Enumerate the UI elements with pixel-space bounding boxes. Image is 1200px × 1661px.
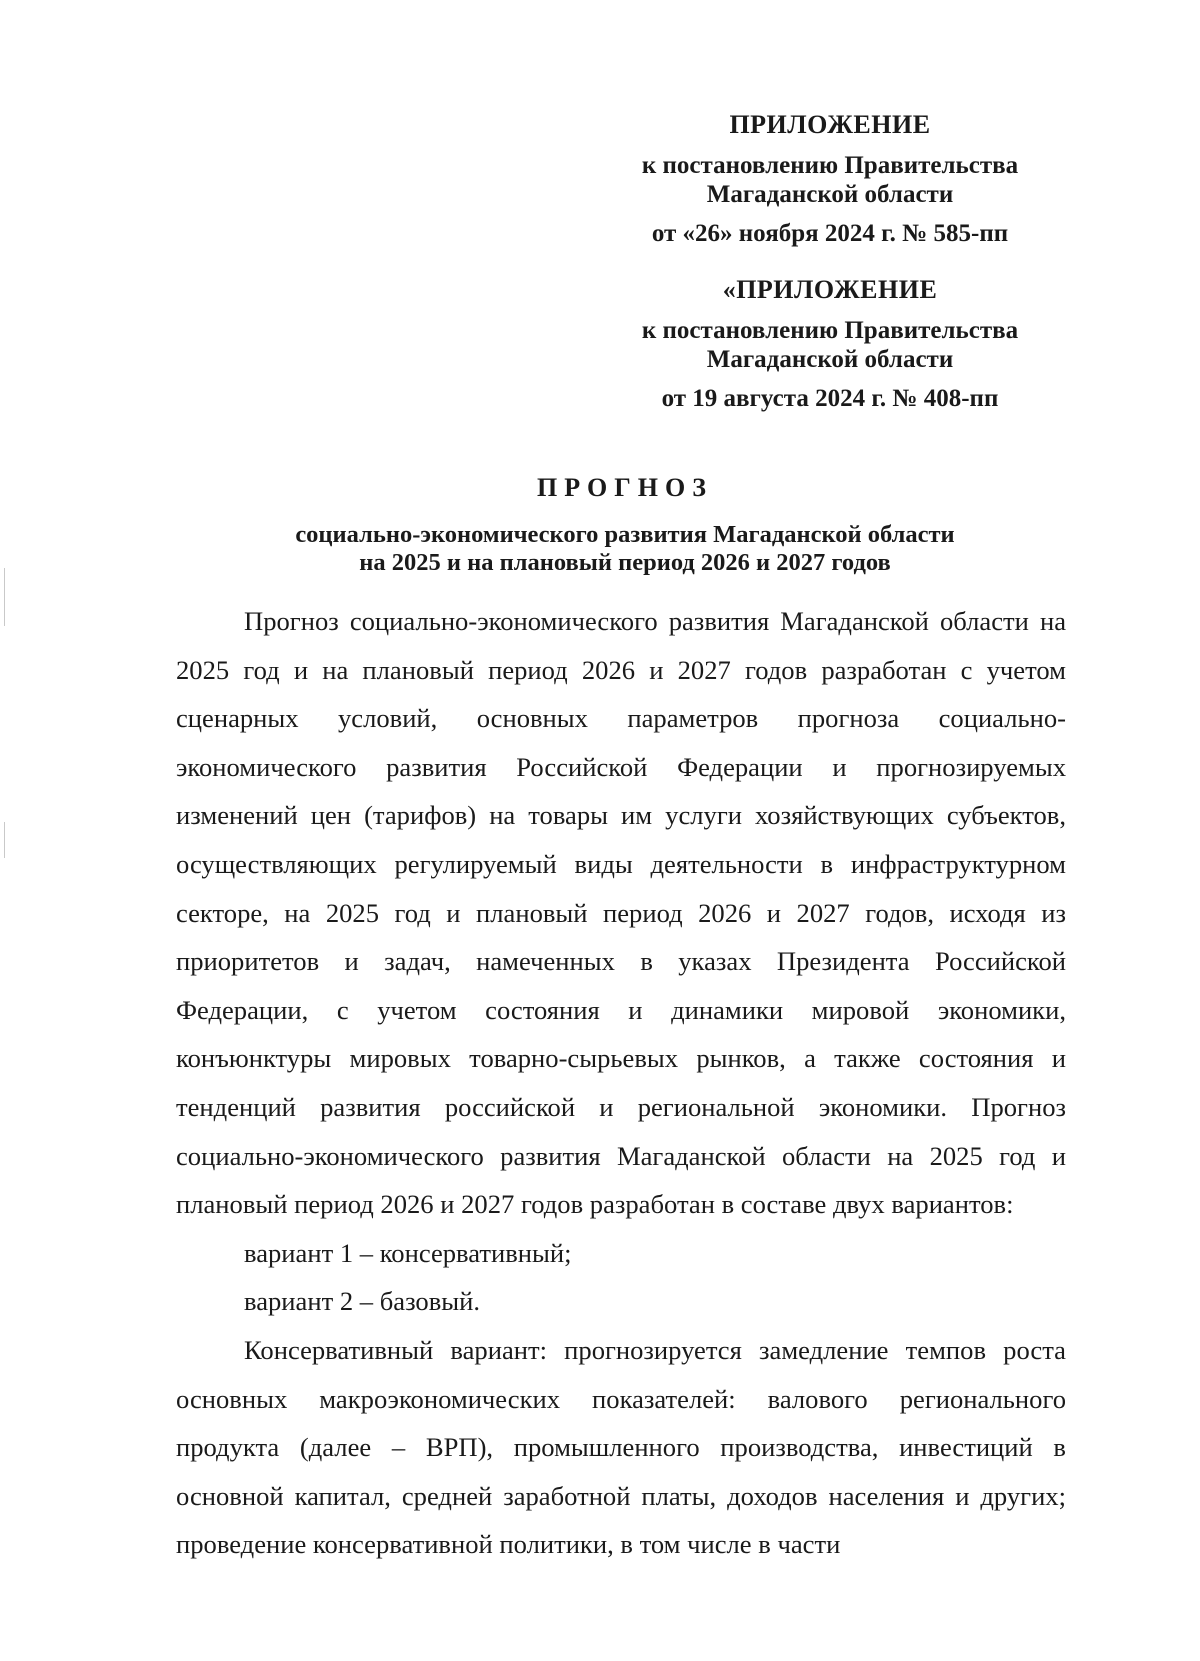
approval-date: от 19 августа 2024 г. № 408-пп bbox=[661, 385, 999, 412]
body-paragraph: Прогноз социально-экономического развития Магаданской области на 2025 год и на плановый период 2026 и 2027 годов разработан с учетом сценарных условий, основных параметров прогноза социально-экономического развития Российской Федерации и прогнозируемых изменений цен (тарифов) на товары им услуги хозяйствующих субъектов, осуществляющих регулируемый виды деятельности в инфраструктурном секторе, на 2025 год и плановый период 2026 и 2027 годов, исходя из приоритетов и задач, намеченных в указах Президента Российской Федерации, с учетом состояния и динамики мировой экономики, конъюнктуры мировых товарно-сырьевых рынков, а также состояния и тенденций развития российской и региональной экономики. Прогноз социально-экономического развития Магаданской области на 2025 год и плановый период 2026 и 2027 годов разработан в составе двух вариантов: bbox=[176, 606, 1066, 1220]
document-subtitle-line: на 2025 и на плановый период 2026 и 2027 годов bbox=[359, 549, 891, 576]
approval-stamp-previous bbox=[610, 275, 1050, 413]
scan-artifact bbox=[4, 568, 5, 626]
variant-list-item: вариант 1 – консервативный; bbox=[244, 1237, 572, 1268]
approval-line: Магаданской области bbox=[706, 346, 954, 373]
approval-line: к постановлению Правительства bbox=[641, 317, 1019, 344]
document-subtitle-line: социально-экономического развития Магаданской области bbox=[295, 521, 955, 548]
document-body bbox=[176, 597, 1066, 1569]
document-subtitle bbox=[180, 521, 1070, 577]
approval-title: ПРИЛОЖЕНИЕ bbox=[729, 110, 931, 139]
body-paragraph: Консервативный вариант: прогнозируется замедление темпов роста основных макроэкономических показателей: валового регионального продукта (далее – ВРП), промышленного производства, инвестиций в основной капитал, средней заработной платы, доходов населения и других; проведение консервативной политики, в том числе в части bbox=[176, 1334, 1066, 1560]
approval-line: к постановлению Правительства bbox=[641, 152, 1019, 179]
scan-artifact bbox=[4, 822, 5, 858]
approval-stamp-current bbox=[610, 110, 1050, 248]
document-heading bbox=[180, 473, 1070, 577]
variant-list-item: вариант 2 – базовый. bbox=[244, 1286, 481, 1317]
approval-date: от «26» ноября 2024 г. № 585-пп bbox=[651, 220, 1009, 247]
document-title: ПРОГНОЗ bbox=[537, 473, 713, 502]
approval-line: Магаданской области bbox=[706, 181, 954, 208]
approval-title: «ПРИЛОЖЕНИЕ bbox=[722, 275, 938, 304]
